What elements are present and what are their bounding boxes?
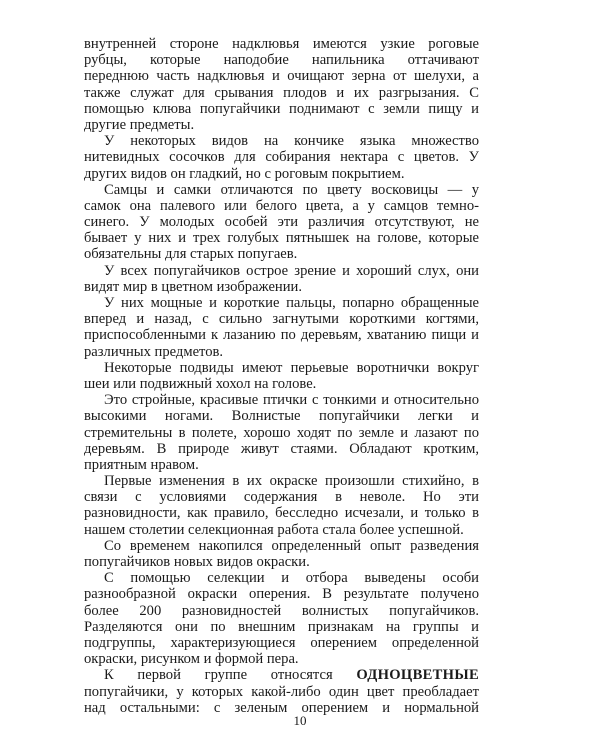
text-line: связи с условиями содержания в неволе. Но эти <box>84 489 479 506</box>
text-line: внутренней стороне надклювья имеются узкие роговые <box>84 36 479 52</box>
paragraph-odnotsvetnye <box>84 667 479 716</box>
page-number: 10 <box>293 713 307 728</box>
text-line: приспособленными к лазанию по деревьям, хватанию пищи и <box>84 327 479 344</box>
text-line: нитевидных сосочков для собирания нектара с цветов. У <box>84 149 479 166</box>
text-line: шеи или подвижный хохол на голове. <box>84 375 317 392</box>
text-line: деревьям. В природе живут стаями. Обладают кротким, <box>84 440 479 457</box>
text-line: С помощью селекции и отбора выведены особи <box>104 570 479 587</box>
text-line: бывает у них и трех голубых пятнышек на голове, которые <box>84 230 479 247</box>
text-line: других видов он гладкий, но с роговым покрытием. <box>84 165 405 182</box>
text-line: У них мощные и короткие пальцы, попарно обращенные <box>104 295 479 311</box>
paragraph <box>84 538 479 570</box>
text-line: видят мир в цветном изображении. <box>84 278 303 295</box>
text-line: высокими ногами. Волнистые попугайчики легки и <box>84 408 479 425</box>
body-text <box>84 36 479 667</box>
text-line: самок она палевого или белого цвета, а у самцов темно- <box>84 197 479 214</box>
text-line: Первые изменения в их окраске произошли стихийно, в <box>104 473 479 490</box>
text-line: Со временем накопился определенный опыт разведения <box>104 537 479 554</box>
paragraph <box>84 36 479 133</box>
text-line: синего. У молодых особей эти различия отсутствуют, не <box>84 214 479 231</box>
text-run: К первой группе относятся <box>104 667 333 684</box>
paragraph <box>84 295 479 360</box>
text-line: разнообразной окраски оперения. В результате получено <box>84 586 479 603</box>
text-line: Разделяются они по внешним признакам на группы и <box>84 618 479 635</box>
paragraph <box>84 392 479 473</box>
text-line: помощью клюва попугайчики поднимают с земли пищу и <box>84 100 479 117</box>
paragraph <box>84 133 479 182</box>
text-line: стремительны в полете, хорошо ходят по земле и лазают по <box>84 424 479 441</box>
text-line: переднюю часть надклювья и очищают зерна от шелухи, а <box>84 68 479 85</box>
text-line: попугайчики, у которых какой-либо один цвет преобладает <box>84 683 479 700</box>
text-line: более 200 разновидностей волнистых попугайчиков. <box>84 602 479 619</box>
text-line: Некоторые подвиды имеют перьевые воротнички вокруг <box>104 359 479 376</box>
paragraph <box>84 182 479 263</box>
text-line: рубцы, которые наподобие напильника оттачивают <box>84 52 479 69</box>
text-line: вперед и назад, с сильно загнутыми короткими когтями, <box>84 311 479 328</box>
paragraph <box>84 473 479 538</box>
bold-term: ОДНОЦВЕТНЫЕ <box>356 667 479 684</box>
text-line: над остальными: с зеленым оперением и нормальной <box>84 699 479 716</box>
paragraph <box>84 570 479 667</box>
text-line: разновидности, как правило, бесследно исчезали, и только в <box>84 505 479 522</box>
page-text <box>84 36 479 716</box>
text-line: различных предметов. <box>84 343 224 360</box>
text-line: У всех попугайчиков острое зрение и хороший слух, они <box>104 262 479 279</box>
text-line: приятным нравом. <box>84 456 199 473</box>
text-line: другие предметы. <box>84 116 195 133</box>
text-line: Это стройные, красивые птички с тонкими и относительно <box>104 392 479 409</box>
text-line: также служат для срывания плодов и их разгрызания. С <box>84 84 479 101</box>
text-line: У некоторых видов на кончике языка множество <box>104 133 479 150</box>
text-line: обязательны для старых попугаев. <box>84 246 298 263</box>
paragraph <box>84 360 479 392</box>
paragraph <box>84 263 479 295</box>
text-line: подгруппы, характеризующиеся оперением определенной <box>84 634 479 651</box>
text-line: окраски, рисунком и формой пера. <box>84 651 299 668</box>
text-line: Самцы и самки отличаются по цвету восковицы — у <box>104 181 479 198</box>
text-line: нашем столетии селекционная работа стала более успешной. <box>84 521 464 538</box>
text-line <box>84 667 479 683</box>
text-line: попугайчиков новых видов окраски. <box>84 554 310 570</box>
